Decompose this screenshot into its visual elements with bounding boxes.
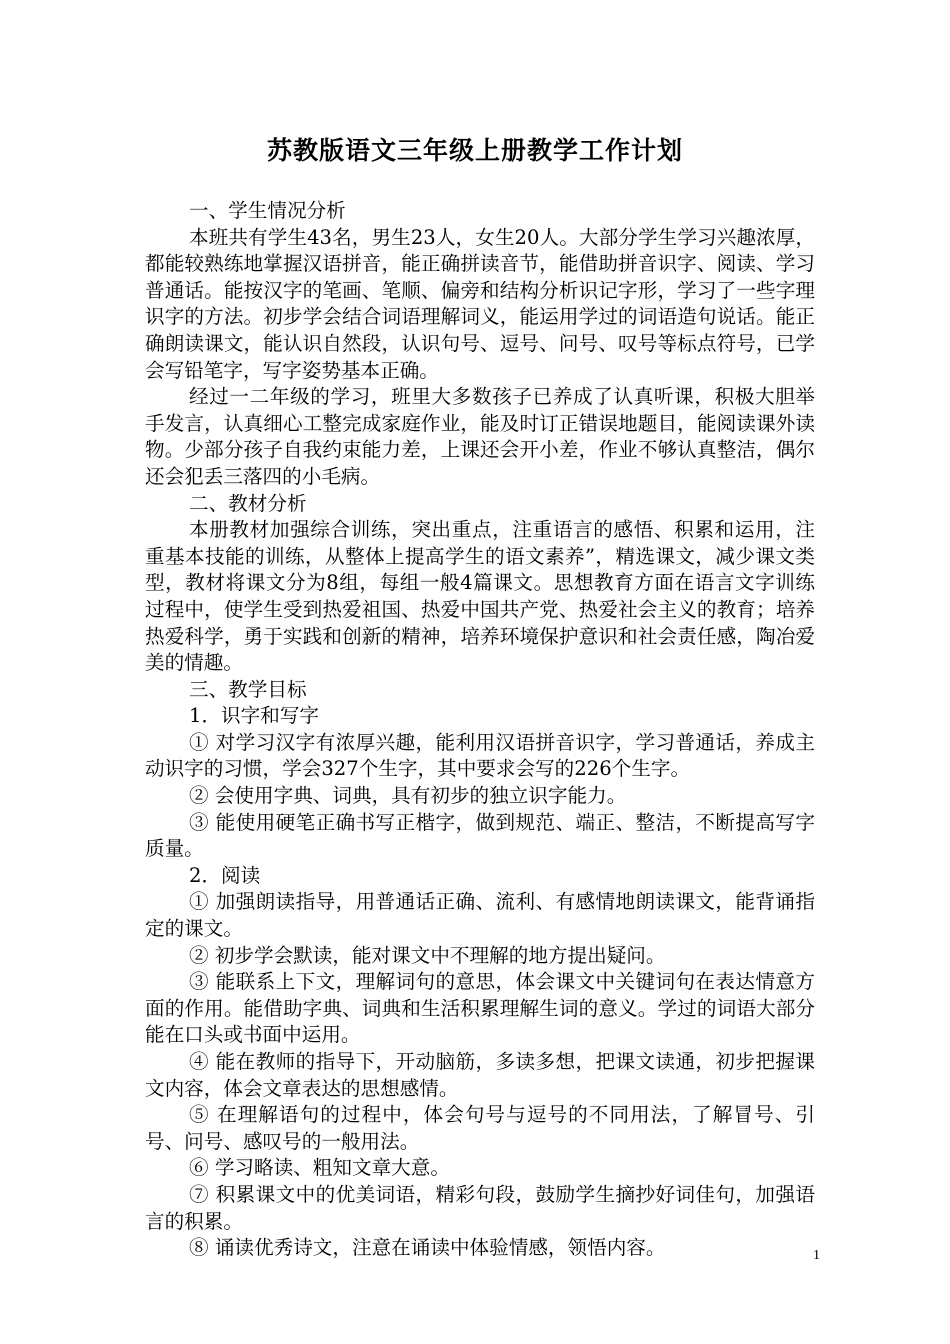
list-item: ③ 能使用硬笔正确书写正楷字，做到规范、端正、整洁，不断提高写字质量。 bbox=[145, 810, 815, 861]
document-title: 苏教版语文三年级上册教学工作计划 bbox=[266, 136, 683, 165]
page-number: 1 bbox=[813, 1248, 820, 1263]
list-item: ⑧ 诵读优秀诗文，注意在诵读中体验情感，领悟内容。 bbox=[189, 1236, 666, 1260]
list-item: ② 会使用字典、词典，具有初步的独立识字能力。 bbox=[189, 784, 627, 808]
list-item: ③ 能联系上下文，理解词句的意思，体会课文中关键词句在表达情意方面的作用。能借助字典、词典和生活积累理解生词的意义。学过的词语大部分能在口头或书面中运用。 bbox=[145, 970, 815, 1047]
list-item: ② 初步学会默读，能对课文中不理解的地方提出疑问。 bbox=[189, 943, 666, 967]
section-heading-teaching-goals: 三、教学目标 bbox=[189, 677, 307, 701]
document-body bbox=[145, 198, 815, 1262]
paragraph: 本班共有学生43名，男生23人，女生20人。大部分学生学习兴趣浓厚，都能较熟练地掌握汉语拼音，能正确拼读音节，能借助拼音识字、阅读、学习普通话。能按汉字的笔画、笔顺、偏旁和结构分析识记字形，学习了一些字理识字的方法。初步学会结合词语理解词义，能运用学过的词语造句说话。能正确朗读课文，能认识自然段，认识句号、逗号、问号、叹号等标点符号，已学会写铅笔字，写字姿势基本正确。 bbox=[145, 225, 815, 382]
list-item: ⑦ 积累课文中的优美词语，精彩句段，鼓励学生摘抄好词佳句，加强语言的积累。 bbox=[145, 1182, 815, 1233]
paragraph: 本册教材加强综合训练，突出重点，注重语言的感悟、积累和运用，注重基本技能的训练，从整体上提高学生的语文素养”，精选课文，减少课文类型，教材将课文分为8组，每组一般4篇课文。思想教育方面在语言文字训练过程中，使学生受到热爱祖国、热爱中国共产党、热爱社会主义的教育；培养热爱科学，勇于实践和创新的精神，培养环境保护意识和社会责任感，陶冶爱美的情趣。 bbox=[145, 518, 815, 675]
list-item: ⑥ 学习略读、粗知文章大意。 bbox=[189, 1156, 450, 1180]
list-item: ⑤ 在理解语句的过程中，体会句号与逗号的不同用法，了解冒号、引号、问号、感叹号的一般用法。 bbox=[145, 1103, 815, 1153]
list-item: ④ 能在教师的指导下，开动脑筋，多读多想，把课文读通，初步把握课文内容，体会文章表达的思想感情。 bbox=[145, 1050, 815, 1100]
list-item: ① 加强朗读指导，用普通话正确、流利、有感情地朗读课文，能背诵指定的课文。 bbox=[145, 890, 815, 941]
subheading-literacy-writing: 1．识字和写字 bbox=[189, 704, 320, 728]
list-item: ① 对学习汉字有浓厚兴趣，能利用汉语拼音识字，学习普通话，养成主动识字的习惯，学会327个生字，其中要求会写的226个生字。 bbox=[145, 730, 815, 781]
subheading-reading: 2．阅读 bbox=[189, 863, 261, 887]
section-heading-student-analysis: 一、学生情况分析 bbox=[189, 199, 346, 222]
paragraph: 经过一二年级的学习，班里大多数孩子已养成了认真听课，积极大胆举手发言，认真细心工整完成家庭作业，能及时订正错误地题目，能阅读课外读物。少部分孩子自我约束能力差，上课还会开小差，作业不够认真整洁，偶尔还会犯丢三落四的小毛病。 bbox=[145, 385, 815, 488]
section-heading-textbook-analysis: 二、教材分析 bbox=[189, 491, 307, 515]
